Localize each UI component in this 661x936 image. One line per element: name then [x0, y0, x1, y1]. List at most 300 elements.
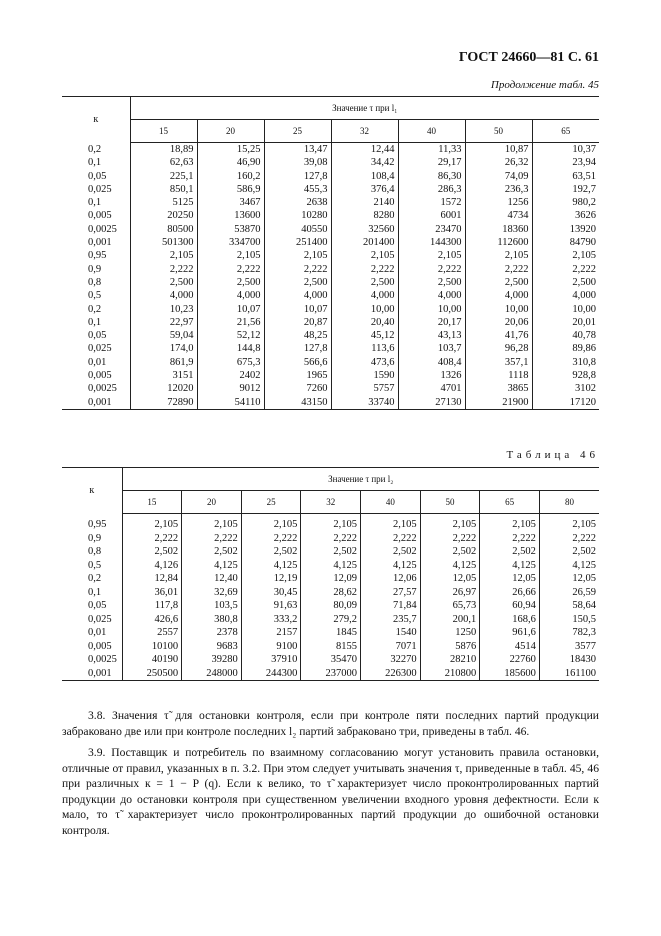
- tau-value-cell: 4,000: [197, 289, 264, 302]
- tau-value-cell: 32,69: [182, 586, 242, 600]
- tau-value-cell: 2,222: [398, 263, 465, 276]
- tau-value-cell: 12,05: [572, 573, 596, 584]
- tau-value-cell: 40,78: [572, 330, 596, 342]
- tau-value-cell: 2,500: [465, 276, 532, 289]
- tau-value-cell: 1572: [398, 196, 465, 209]
- tau-value-cell: 2,500: [130, 276, 197, 289]
- tau-value-cell: 4,125: [182, 559, 242, 573]
- tau-value-cell: 2,222: [420, 532, 480, 546]
- tau-value-cell: 2,222: [572, 532, 596, 544]
- table-row: [62, 183, 599, 196]
- k-column-header: к: [62, 97, 130, 143]
- table-row: [62, 196, 599, 209]
- tau-value-cell: 12,09: [301, 572, 361, 586]
- tau-value-cell: 36,01: [122, 586, 182, 600]
- tau-value-cell: 2,502: [572, 546, 596, 557]
- table-row: [62, 545, 599, 559]
- tau-value-cell: 27,57: [361, 586, 421, 600]
- k-value-cell: 0,1: [62, 196, 130, 209]
- tau-value-cell: 58,64: [572, 600, 596, 611]
- tau-value-cell: 34,42: [331, 156, 398, 169]
- tau-value-cell: 20,17: [398, 316, 465, 329]
- tau-value-cell: 4734: [465, 209, 532, 222]
- tau-value-cell: 3467: [197, 196, 264, 209]
- tau-value-cell: 74,09: [465, 170, 532, 183]
- tau-value-cell: 2,500: [197, 276, 264, 289]
- tau-value-cell: 20,01: [572, 316, 596, 328]
- tau-value-cell: 4514: [480, 640, 540, 654]
- tau-value-cell: 2378: [182, 626, 242, 640]
- tau-value-cell: 39,08: [264, 156, 331, 169]
- tau-value-cell: 2638: [264, 196, 331, 209]
- k-value-cell: 0,001: [62, 667, 122, 681]
- tau-value-cell: 21900: [465, 396, 532, 410]
- tau-value-cell: 2157: [241, 626, 301, 640]
- tau-value-cell: 3626: [575, 210, 596, 222]
- tau-value-cell: 103,7: [398, 342, 465, 355]
- tau-value-cell: 3151: [130, 369, 197, 382]
- k-value-cell: 0,025: [62, 613, 122, 627]
- tau-value-cell: 96,28: [465, 342, 532, 355]
- tau-value-cell: 71,84: [361, 599, 421, 613]
- tau-value-cell: 168,6: [480, 613, 540, 627]
- tau-value-cell: 2,105: [122, 514, 182, 532]
- tau-value-cell: 4,126: [122, 559, 182, 573]
- tau-value-cell: 12,06: [361, 572, 421, 586]
- tau-value-cell: 334700: [197, 236, 264, 249]
- k-value-cell: 0,2: [62, 303, 130, 316]
- tau-value-cell: 3102: [575, 383, 596, 395]
- tau-value-cell: 376,4: [331, 183, 398, 196]
- k-value-cell: 0,8: [62, 545, 122, 559]
- tau-value-cell: 10,00: [398, 303, 465, 316]
- k-value-cell: 0,05: [62, 170, 130, 183]
- tau-value-cell: 566,6: [264, 356, 331, 369]
- tau-value-cell: 2,222: [465, 263, 532, 276]
- column-header: 32: [331, 120, 398, 143]
- tau-value-cell: 40550: [264, 223, 331, 236]
- tau-value-cell: 161100: [539, 667, 599, 681]
- tau-value-cell: 2,222: [241, 532, 301, 546]
- tau-value-cell: 4,125: [361, 559, 421, 573]
- paragraph-3-9: 3.9. Поставщик и потребитель по взаимному согласованию могут установить правила остановки, отличные от правил, указанных в п. 3.2. При этом следует учитывать значения τ, приведенные в табл. 45, 46 при различных к = 1 − P (q). Если к велико, то τ̃ характеризует число проконтролированных партий продукции до остановки контроля при существенном увеличении входного уровня дефектности. Если к мало, то τ̃ характеризует число проконтролированных партий продукции до ошибочной остановки контроля.: [62, 746, 599, 837]
- tau-value-cell: 10100: [122, 640, 182, 654]
- tau-value-cell: 17120: [532, 396, 599, 410]
- tau-value-cell: 2,105: [572, 250, 596, 262]
- k-value-cell: 0,5: [62, 559, 122, 573]
- tau-value-cell: 2,502: [420, 545, 480, 559]
- table-row: [62, 626, 599, 640]
- column-header: 20: [197, 120, 264, 143]
- tau-value-cell: 225,1: [130, 170, 197, 183]
- table-row: [62, 223, 599, 236]
- table-row: [62, 342, 599, 355]
- k-value-cell: 0,2: [62, 572, 122, 586]
- tau-value-cell: 12,05: [480, 572, 540, 586]
- tau-value-cell: 5876: [420, 640, 480, 654]
- k-column-header: к: [62, 468, 122, 514]
- k-value-cell: 0,005: [62, 640, 122, 654]
- tau-value-cell: 117,8: [122, 599, 182, 613]
- tau-value-cell: 6001: [398, 209, 465, 222]
- tau-value-cell: 26,97: [420, 586, 480, 600]
- tau-value-cell: 10,00: [331, 303, 398, 316]
- tau-value-cell: 1250: [420, 626, 480, 640]
- tau-value-cell: 37910: [241, 653, 301, 667]
- table-row: [62, 396, 599, 410]
- tau-value-cell: 7071: [361, 640, 421, 654]
- tau-value-cell: 210800: [420, 667, 480, 681]
- column-header: 40: [398, 120, 465, 143]
- tau-value-cell: 5125: [130, 196, 197, 209]
- tau-value-cell: 54110: [197, 396, 264, 410]
- tau-value-cell: 2,105: [465, 249, 532, 262]
- tau-value-cell: 980,2: [572, 197, 596, 209]
- tau-value-cell: 2557: [122, 626, 182, 640]
- tau-value-cell: 2,222: [130, 263, 197, 276]
- tau-value-cell: 4,000: [331, 289, 398, 302]
- tau-value-cell: 52,12: [197, 329, 264, 342]
- table-row: [62, 586, 599, 600]
- tau-value-cell: 4701: [398, 382, 465, 395]
- tau-value-cell: 10,00: [572, 303, 596, 315]
- k-value-cell: 0,05: [62, 329, 130, 342]
- table-row: [62, 209, 599, 222]
- k-value-cell: 0,01: [62, 356, 130, 369]
- tau-value-cell: 4,000: [572, 290, 596, 302]
- tau-value-cell: 251400: [264, 236, 331, 249]
- k-value-cell: 0,0025: [62, 382, 130, 395]
- k-value-cell: 0,95: [62, 514, 122, 532]
- k-value-cell: 0,05: [62, 599, 122, 613]
- tau-value-cell: 20,87: [264, 316, 331, 329]
- tau-value-cell: 226300: [361, 667, 421, 681]
- table-row: [62, 249, 599, 262]
- tau-value-cell: 35470: [301, 653, 361, 667]
- tau-value-cell: 2,502: [182, 545, 242, 559]
- tau-value-cell: 861,9: [130, 356, 197, 369]
- tau-value-cell: 248000: [182, 667, 242, 681]
- table-row: [62, 613, 599, 627]
- tau-value-cell: 2,105: [331, 249, 398, 262]
- document-header: ГОСТ 24660—81 С. 61: [458, 50, 599, 65]
- k-value-cell: 0,95: [62, 249, 130, 262]
- tau-value-cell: 4,125: [301, 559, 361, 573]
- tau-value-cell: 201400: [331, 236, 398, 249]
- tau-value-cell: 2,105: [241, 514, 301, 532]
- tau-value-cell: 2,222: [264, 263, 331, 276]
- tau-value-cell: 357,1: [465, 356, 532, 369]
- column-header: 50: [420, 491, 480, 514]
- table-row: [62, 143, 599, 157]
- tau-value-cell: 20,40: [331, 316, 398, 329]
- column-header: 20: [182, 491, 242, 514]
- tau-value-cell: 2,105: [130, 249, 197, 262]
- column-header: 40: [361, 491, 421, 514]
- table-row: [62, 532, 599, 546]
- tau-value-cell: 112600: [465, 236, 532, 249]
- tau-value-cell: 675,3: [197, 356, 264, 369]
- tau-value-cell: 2,105: [572, 519, 596, 530]
- tau-value-cell: 2,222: [301, 532, 361, 546]
- tau-value-cell: 4,125: [241, 559, 301, 573]
- tau-value-cell: 1845: [301, 626, 361, 640]
- tau-value-cell: 39280: [182, 653, 242, 667]
- tau-value-cell: 32270: [361, 653, 421, 667]
- tau-value-cell: 10,23: [130, 303, 197, 316]
- table-row: [62, 276, 599, 289]
- tau-value-cell: 286,3: [398, 183, 465, 196]
- table-row: [62, 382, 599, 395]
- tau-value-cell: 2,105: [301, 514, 361, 532]
- tau-value-cell: 59,04: [130, 329, 197, 342]
- tau-value-cell: 279,2: [301, 613, 361, 627]
- tau-value-cell: 127,8: [264, 342, 331, 355]
- tau-value-cell: 86,30: [398, 170, 465, 183]
- tau-value-cell: 160,2: [197, 170, 264, 183]
- table-row: [62, 572, 599, 586]
- tau-value-cell: 501300: [130, 236, 197, 249]
- tau-value-cell: 12,19: [241, 572, 301, 586]
- tau-value-cell: 10,07: [264, 303, 331, 316]
- tau-value-cell: 12,05: [420, 572, 480, 586]
- tau-value-cell: 2,222: [197, 263, 264, 276]
- tau-value-cell: 26,59: [572, 586, 596, 598]
- table-row: [62, 316, 599, 329]
- tau-value-cell: 2,502: [122, 545, 182, 559]
- table-row: [62, 667, 599, 681]
- k-value-cell: 0,1: [62, 586, 122, 600]
- table-45: [62, 96, 599, 410]
- tau-value-cell: 2,105: [480, 514, 540, 532]
- tau-value-cell: 5757: [331, 382, 398, 395]
- table-46: [62, 467, 599, 681]
- tau-value-cell: 4,125: [420, 559, 480, 573]
- tau-value-cell: 32560: [331, 223, 398, 236]
- k-value-cell: 0,025: [62, 183, 130, 196]
- tau-value-cell: 9100: [241, 640, 301, 654]
- tau-value-cell: 2,105: [264, 249, 331, 262]
- tau-value-cell: 46,90: [197, 156, 264, 169]
- tau-value-cell: 4,125: [572, 559, 596, 571]
- column-header: 15: [122, 491, 182, 514]
- tau-value-cell: 23,94: [572, 157, 596, 169]
- tau-value-cell: 333,2: [241, 613, 301, 627]
- k-value-cell: 0,5: [62, 289, 130, 302]
- column-header: 32: [301, 491, 361, 514]
- tau-value-cell: 8155: [301, 640, 361, 654]
- tau-value-cell: 1540: [361, 626, 421, 640]
- tau-value-cell: 2,222: [572, 263, 596, 275]
- tau-value-cell: 103,5: [182, 599, 242, 613]
- tau-value-cell: 13600: [197, 209, 264, 222]
- tau-value-cell: 144,8: [197, 342, 264, 355]
- tau-value-cell: 250500: [122, 667, 182, 681]
- tau-value-cell: 12,84: [122, 572, 182, 586]
- tau-value-cell: 2,222: [182, 532, 242, 546]
- tau-value-cell: 41,76: [465, 329, 532, 342]
- tau-value-cell: 144300: [398, 236, 465, 249]
- tau-value-cell: 12,40: [182, 572, 242, 586]
- tau-value-cell: 33740: [331, 396, 398, 410]
- tau-value-cell: 20250: [130, 209, 197, 222]
- tau-value-cell: 185600: [480, 667, 540, 681]
- column-header: 65: [480, 491, 540, 514]
- tau-value-cell: 13,47: [264, 143, 331, 157]
- tau-value-cell: 2402: [197, 369, 264, 382]
- table-row: [62, 369, 599, 382]
- tau-value-cell: 10,87: [465, 143, 532, 157]
- tau-value-cell: 850,1: [130, 183, 197, 196]
- k-value-cell: 0,9: [62, 532, 122, 546]
- k-value-cell: 0,2: [62, 143, 130, 157]
- k-value-cell: 0,005: [62, 209, 130, 222]
- k-value-cell: 0,8: [62, 276, 130, 289]
- tau-value-cell: 4,000: [130, 289, 197, 302]
- tau-value-cell: 2,105: [420, 514, 480, 532]
- tau-value-cell: 26,32: [465, 156, 532, 169]
- table-row: [62, 599, 599, 613]
- tau-value-cell: 237000: [301, 667, 361, 681]
- tau-value-cell: 235,7: [361, 613, 421, 627]
- tau-value-cell: 192,7: [572, 183, 596, 195]
- tau-value-cell: 22760: [480, 653, 540, 667]
- k-value-cell: 0,1: [62, 156, 130, 169]
- tau-value-cell: 2,502: [241, 545, 301, 559]
- tau-value-cell: 26,66: [480, 586, 540, 600]
- tau-value-cell: 4,000: [465, 289, 532, 302]
- table-row: [62, 236, 599, 249]
- tau-value-cell: 4,000: [264, 289, 331, 302]
- k-value-cell: 0,9: [62, 263, 130, 276]
- tau-value-cell: 1118: [465, 369, 532, 382]
- tau-value-cell: 91,63: [241, 599, 301, 613]
- tau-value-cell: 1590: [331, 369, 398, 382]
- tau-value-cell: 21,56: [197, 316, 264, 329]
- table-row: [62, 653, 599, 667]
- tau-value-cell: 174,0: [130, 342, 197, 355]
- tau-value-cell: 2,222: [122, 532, 182, 546]
- tau-value-cell: 4,000: [398, 289, 465, 302]
- tau-value-cell: 2,500: [331, 276, 398, 289]
- table-row: [62, 559, 599, 573]
- tau-value-cell: 2,222: [480, 532, 540, 546]
- tau-value-cell: 27130: [398, 396, 465, 410]
- tau-value-cell: 236,3: [465, 183, 532, 196]
- tau-value-cell: 65,73: [420, 599, 480, 613]
- tau-value-cell: 2,105: [182, 514, 242, 532]
- tau-value-cell: 1965: [264, 369, 331, 382]
- tau-value-cell: 22,97: [130, 316, 197, 329]
- table-row: [62, 640, 599, 654]
- tau-value-cell: 455,3: [264, 183, 331, 196]
- tau-value-cell: 30,45: [241, 586, 301, 600]
- tau-group-header: Значение τ при l₁: [130, 97, 599, 120]
- tau-value-cell: 3865: [465, 382, 532, 395]
- tau-value-cell: 80500: [130, 223, 197, 236]
- k-value-cell: 0,025: [62, 342, 130, 355]
- column-header: 65: [532, 120, 599, 143]
- k-value-cell: 0,001: [62, 236, 130, 249]
- tau-value-cell: 72890: [130, 396, 197, 410]
- tau-value-cell: 9683: [182, 640, 242, 654]
- tau-value-cell: 244300: [241, 667, 301, 681]
- tau-value-cell: 1256: [465, 196, 532, 209]
- tau-value-cell: 40190: [122, 653, 182, 667]
- tau-value-cell: 2140: [331, 196, 398, 209]
- tau-value-cell: 380,8: [182, 613, 242, 627]
- tau-value-cell: 80,09: [301, 599, 361, 613]
- tau-value-cell: 28210: [420, 653, 480, 667]
- tau-value-cell: 2,222: [331, 263, 398, 276]
- k-value-cell: 0,1: [62, 316, 130, 329]
- table-row: [62, 356, 599, 369]
- tau-value-cell: 84790: [569, 237, 596, 249]
- tau-value-cell: 150,5: [572, 613, 596, 625]
- tau-value-cell: 7260: [264, 382, 331, 395]
- k-value-cell: 0,005: [62, 369, 130, 382]
- tau-value-cell: 782,3: [572, 627, 596, 638]
- tau-value-cell: 10280: [264, 209, 331, 222]
- tau-value-cell: 2,222: [361, 532, 421, 546]
- table-row: [62, 303, 599, 316]
- tau-value-cell: 3577: [575, 640, 596, 652]
- tau-value-cell: 63,51: [572, 170, 596, 182]
- tau-value-cell: 18,89: [130, 143, 197, 157]
- tau-value-cell: 2,502: [480, 545, 540, 559]
- tau-value-cell: 23470: [398, 223, 465, 236]
- tau-value-cell: 408,4: [398, 356, 465, 369]
- k-value-cell: 0,01: [62, 626, 122, 640]
- tau-value-cell: 18360: [465, 223, 532, 236]
- tau-value-cell: 53870: [197, 223, 264, 236]
- table-row: [62, 329, 599, 342]
- tau-value-cell: 60,94: [480, 599, 540, 613]
- tau-value-cell: 43,13: [398, 329, 465, 342]
- tau-value-cell: 127,8: [264, 170, 331, 183]
- tau-value-cell: 48,25: [264, 329, 331, 342]
- tau-value-cell: 928,8: [572, 370, 596, 382]
- tau-value-cell: 29,17: [398, 156, 465, 169]
- table-row: [62, 263, 599, 276]
- tau-value-cell: 586,9: [197, 183, 264, 196]
- tau-value-cell: 2,105: [361, 514, 421, 532]
- k-value-cell: 0,0025: [62, 223, 130, 236]
- tau-value-cell: 13920: [569, 223, 596, 235]
- tau-value-cell: 2,500: [264, 276, 331, 289]
- tau-value-cell: 2,105: [197, 249, 264, 262]
- tau-value-cell: 9012: [197, 382, 264, 395]
- table-row: [62, 514, 599, 532]
- tau-value-cell: 12020: [130, 382, 197, 395]
- tau-value-cell: 11,33: [398, 143, 465, 157]
- table-row: [62, 289, 599, 302]
- tau-value-cell: 2,500: [398, 276, 465, 289]
- tau-value-cell: 1326: [398, 369, 465, 382]
- column-header: 15: [130, 120, 197, 143]
- tau-value-cell: 8280: [331, 209, 398, 222]
- paragraph-3-8: 3.8. Значения τ̃ для остановки контроля, если при контроле пяти последних партий продукции забраковано две или при контроле последних l₂ партий забраковано три, приведены в табл. 46.: [62, 709, 599, 738]
- column-header: 25: [264, 120, 331, 143]
- tau-value-cell: 62,63: [130, 156, 197, 169]
- tau-value-cell: 28,62: [301, 586, 361, 600]
- tau-value-cell: 310,8: [572, 356, 596, 368]
- tau-value-cell: 15,25: [197, 143, 264, 157]
- tau-value-cell: 426,6: [122, 613, 182, 627]
- tau-value-cell: 113,6: [331, 342, 398, 355]
- tau-value-cell: 89,86: [572, 343, 596, 355]
- tau-value-cell: 45,12: [331, 329, 398, 342]
